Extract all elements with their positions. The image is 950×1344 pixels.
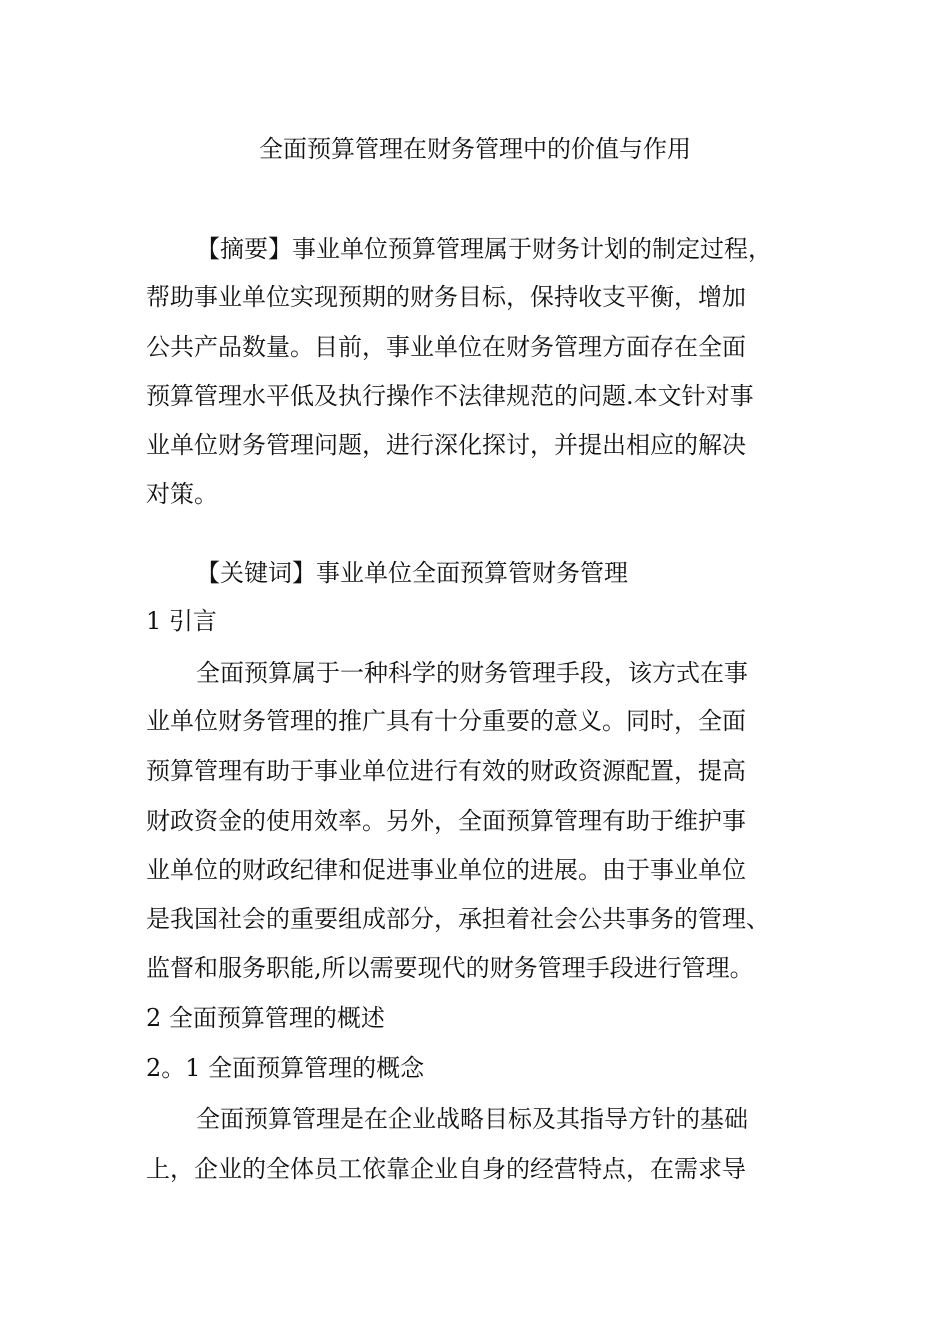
paragraph-line: 业单位的财政纪律和促进事业单位的进展。由于事业单位: [146, 856, 746, 884]
abstract-line: 业单位财务管理问题，进行深化探讨，并提出相应的解决: [146, 431, 746, 459]
paragraph-line: 预算管理有助于事业单位进行有效的财政资源配置，提高: [146, 757, 746, 785]
abstract-line: 帮助事业单位实现预期的财务目标，保持收支平衡，增加: [146, 283, 746, 311]
document-title: 全面预算管理在财务管理中的价值与作用: [259, 135, 691, 163]
abstract-line: 【摘要】事业单位预算管理属于财务计划的制定过程，: [196, 235, 772, 263]
abstract-line: 对策。: [146, 480, 218, 508]
paragraph-line: 财政资金的使用效率。另外，全面预算管理有助于维护事: [146, 807, 746, 835]
paragraph-line: 上，企业的全体员工依靠企业自身的经营特点，在需求导: [146, 1155, 746, 1183]
keywords-line: 【关键词】事业单位全面预算管财务管理: [196, 559, 628, 587]
section-heading-overview: 2 全面预算管理的概述: [146, 1004, 385, 1032]
paragraph-line: 全面预算管理是在企业战略目标及其指导方针的基础: [196, 1105, 748, 1133]
section-heading-introduction: 1 引言: [146, 607, 217, 635]
abstract-line: 预算管理水平低及执行操作不法律规范的问题.本文针对事: [146, 382, 754, 410]
abstract-line: 公共产品数量。目前，事业单位在财务管理方面存在全面: [146, 333, 746, 361]
subsection-heading-concept: 2。1 全面预算管理的概念: [146, 1054, 425, 1082]
paragraph-line: 是我国社会的重要组成部分，承担着社会公共事务的管理、: [146, 905, 770, 933]
paragraph-line: 全面预算属于一种科学的财务管理手段，该方式在事: [196, 659, 748, 687]
paragraph-line: 监督和服务职能,所以需要现代的财务管理手段进行管理。: [146, 954, 754, 982]
paragraph-line: 业单位财务管理的推广具有十分重要的意义。同时，全面: [146, 707, 746, 735]
